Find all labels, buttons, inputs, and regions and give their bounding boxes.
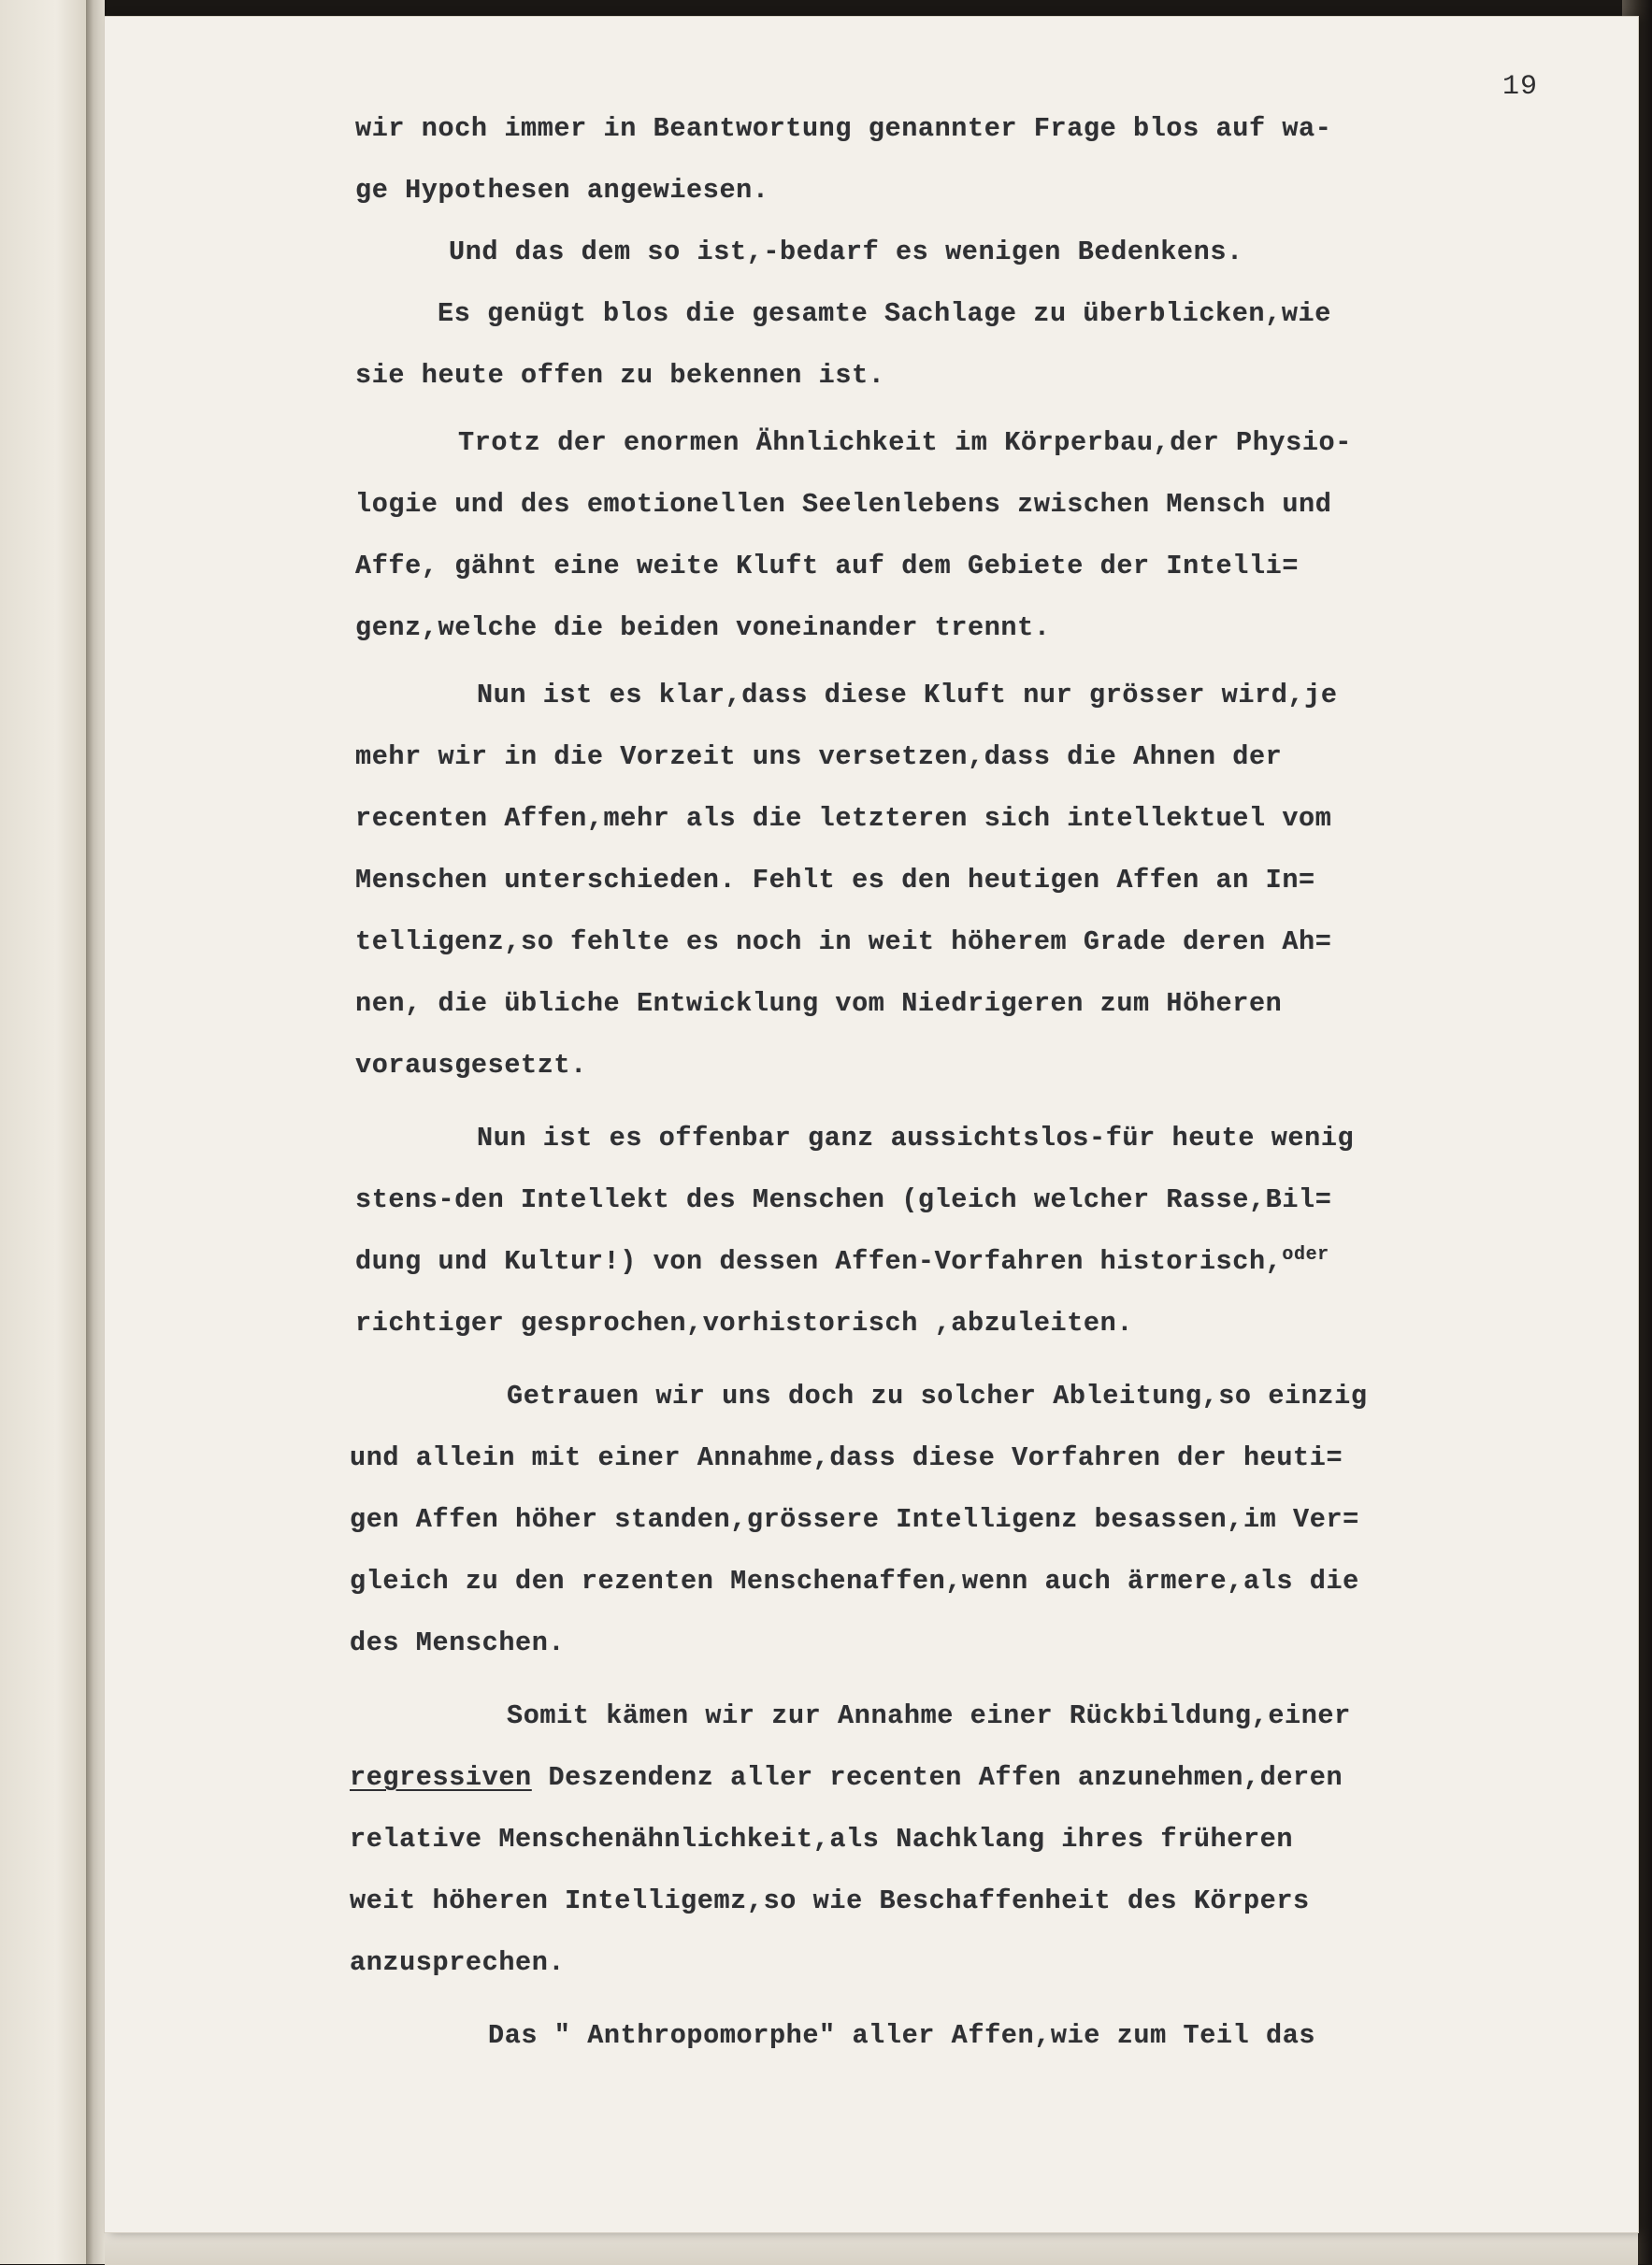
page-number: 19 xyxy=(1502,71,1539,103)
text-line: anzusprechen. xyxy=(350,1947,566,1978)
text-line: vorausgesetzt. xyxy=(355,1050,587,1081)
text-line: gen Affen höher standen,grössere Intelligenz besassen,im Ver= xyxy=(350,1504,1359,1535)
text-line: Trotz der enormen Ähnlichkeit im Körperbau,der Physio- xyxy=(458,427,1352,458)
text-line: genz,welche die beiden voneinander trennt. xyxy=(355,612,1051,643)
text-line xyxy=(355,1245,1329,1282)
text-line: telligenz,so fehlte es noch in weit höherem Grade deren Ah= xyxy=(355,926,1332,957)
superscript-insertion: oder xyxy=(1282,1244,1329,1266)
text-line: ge Hypothesen angewiesen. xyxy=(355,175,769,206)
text-line: weit höheren Intelligemz,so wie Beschaffenheit des Körpers xyxy=(350,1885,1310,1916)
text-line: gleich zu den rezenten Menschenaffen,wenn auch ärmere,als die xyxy=(350,1566,1359,1597)
text-line: Das " Anthropomorphe" aller Affen,wie zum Teil das xyxy=(488,2020,1316,2051)
text-line: Nun ist es offenbar ganz aussichtslos-für heute wenig xyxy=(477,1123,1355,1154)
text-line: Es genügt blos die gesamte Sachlage zu überblicken,wie xyxy=(438,298,1331,329)
text-line xyxy=(350,1761,1343,1795)
text-line: und allein mit einer Annahme,dass diese Vorfahren der heuti= xyxy=(350,1442,1343,1473)
text-line: logie und des emotionellen Seelenlebens zwischen Mensch und xyxy=(355,489,1332,520)
text-line: relative Menschenähnlichkeit,als Nachklang ihres früheren xyxy=(350,1824,1294,1855)
text-line: nen, die übliche Entwicklung vom Niedrigeren zum Höheren xyxy=(355,988,1283,1019)
binder-spine xyxy=(86,0,105,2264)
text-line: wir noch immer in Beantwortung genannter Frage blos auf wa- xyxy=(355,113,1332,144)
typewritten-page xyxy=(105,17,1638,2232)
binder-cover xyxy=(0,0,96,2264)
text-line: Und das dem so ist,-bedarf es wenigen Bedenkens. xyxy=(449,237,1243,267)
text-line-main: Deszendenz aller recenten Affen anzunehmen,deren xyxy=(548,1762,1343,1793)
text-line: Getrauen wir uns doch zu solcher Ableitung,so einzig xyxy=(507,1381,1368,1412)
underlined-word: regressiven xyxy=(350,1762,532,1793)
text-line: richtiger gesprochen,vorhistorisch ,abzuleiten. xyxy=(355,1308,1134,1339)
text-line: sie heute offen zu bekennen ist. xyxy=(355,360,885,391)
text-line: Somit kämen wir zur Annahme einer Rückbildung,einer xyxy=(507,1700,1351,1731)
text-line: recenten Affen,mehr als die letzteren sich intellektuel vom xyxy=(355,803,1332,834)
text-line: des Menschen. xyxy=(350,1627,566,1658)
text-line: Affe, gähnt eine weite Kluft auf dem Gebiete der Intelli= xyxy=(355,551,1300,581)
text-line: stens-den Intellekt des Menschen (gleich welcher Rasse,Bil= xyxy=(355,1184,1332,1215)
text-line-main: dung und Kultur!) von dessen Affen-Vorfahren historisch, xyxy=(355,1246,1283,1277)
text-line: Menschen unterschieden. Fehlt es den heutigen Affen an In= xyxy=(355,865,1315,896)
text-line: Nun ist es klar,dass diese Kluft nur grösser wird,je xyxy=(477,680,1338,710)
text-line: mehr wir in die Vorzeit uns versetzen,dass die Ahnen der xyxy=(355,741,1283,772)
